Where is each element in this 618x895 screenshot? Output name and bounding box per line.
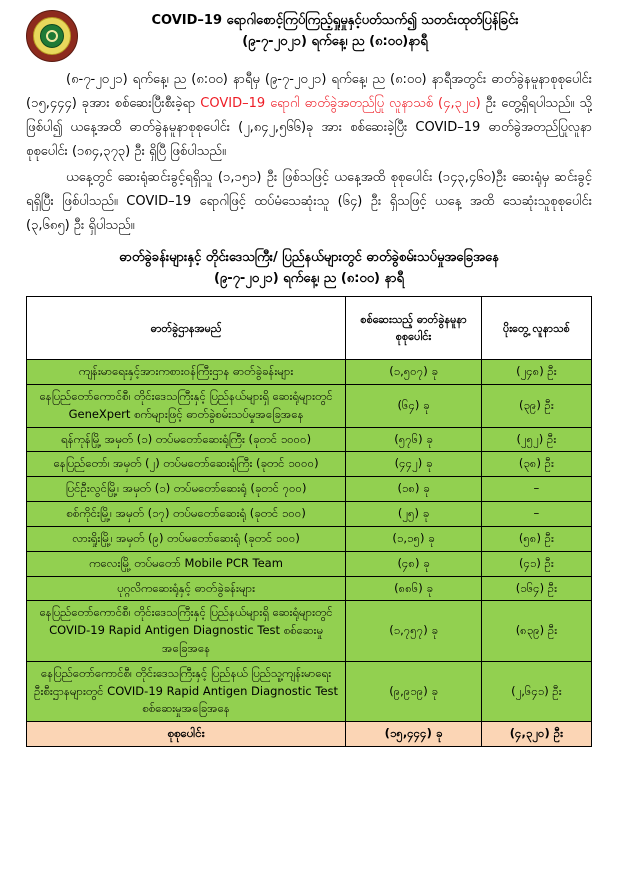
table-row bbox=[27, 502, 592, 527]
cell-lab-name: စစ်ကိုင်းမြို့၊ အမှတ် (၁၇) တပ်မတော်ဆေးရုံ (ခုတင် ၁၀၀) bbox=[27, 502, 346, 527]
section-subtitle: (၉-၇-၂၀၂၁) ရက်နေ့၊ ည (၈:၀၀) နာရီ bbox=[213, 271, 405, 287]
cell-lab-name: ကလေးမြို့ တပ်မတော် Mobile PCR Team bbox=[27, 551, 346, 576]
cell-total-tests: (၁,၇၅၇) ခု bbox=[346, 601, 482, 661]
cell-new-cases: (၁၆၄) ဦး bbox=[481, 576, 591, 601]
cell-new-cases: (၃၈) ဦး bbox=[481, 452, 591, 477]
paragraph-1 bbox=[26, 68, 592, 164]
paragraph-1-segment-3: ဦး တွေ့ရှိရပါသည်။ သို့ဖြစ်ပါ၍ ယနေ့အထိ ဓာတ်ခွဲနမူနာစုစုပေါင်း (၂,၈၄၂,၅၆၆)ခု အား စစ်ဆေးခဲ့ပြီး COVID–19 ဓာတ်ခွဲအတည်ပြုလူနာ စုစုပေါင်း (၁၈၄,၃၇၃) ဦး ရှိပြီ ဖြစ်ပါသည်။ bbox=[26, 96, 593, 160]
cell-total-tests: (၂၅) ခု bbox=[346, 502, 482, 527]
table-row bbox=[27, 477, 592, 502]
cell-lab-name: ရန်ကုန်မြို့ အမှတ် (၁) တပ်မတော်ဆေးရုံကြီး (ခုတင် ၁၀၀၀) bbox=[27, 427, 346, 452]
paragraph-container bbox=[26, 68, 592, 238]
cell-total-tests: (၅၇၆) ခု bbox=[346, 427, 482, 452]
cell-total-tests: (၈၈၆) ခု bbox=[346, 576, 482, 601]
cell-lab-name: နေပြည်တော်ကောင်စီ၊ တိုင်းဒေသကြီးနှင့် ပြည်နယ်များရှိ ဆေးရုံများတွင် GeneXpert စက်များဖြင့် ဓာတ်ခွဲစမ်းသပ်မှုအခြေအနေ bbox=[27, 385, 346, 428]
table-row bbox=[27, 551, 592, 576]
cell-lab-name: နေပြည်တော်ကောင်စီ၊ တိုင်းဒေသကြီးနှင့် ပြည်နယ်များရှိ ဆေးရုံများတွင် COVID-19 Rapid Antigen Diagnostic Test စစ်ဆေးမှုအခြေအနေ bbox=[27, 601, 346, 661]
table-row bbox=[27, 576, 592, 601]
cell-lab-name: ကျန်းမာရေးနှင့်အားကစားဝန်ကြီးဌာန ဓာတ်ခွဲခန်းများ bbox=[27, 360, 346, 385]
table-row bbox=[27, 385, 592, 428]
ministry-seal-icon bbox=[26, 10, 78, 62]
cell-lab-name: လားရှိုးမြို့၊ အမှတ် (၉) တပ်မတော်ဆေးရုံ (ခုတင် ၁၀၀) bbox=[27, 526, 346, 551]
cell-new-cases: (၃၉) ဦး bbox=[481, 385, 591, 428]
document-header bbox=[26, 8, 592, 62]
cell-new-cases: – bbox=[481, 502, 591, 527]
header-title-block bbox=[78, 8, 592, 53]
column-header-total-tests: စစ်ဆေးသည့် ဓာတ်ခွဲနမူနာ စုစုပေါင်း bbox=[346, 297, 482, 360]
table-row bbox=[27, 360, 592, 385]
cell-total-tests: (၉,၉၁၉) ခု bbox=[346, 661, 482, 721]
cell-lab-name: ပြင်ဦးလွင်မြို့၊ အမှတ် (၁) တပ်မတော်ဆေးရုံ (ခုတင် ၇၀၀) bbox=[27, 477, 346, 502]
table-row bbox=[27, 661, 592, 721]
cell-total-tests: (၁,၁၅) ခု bbox=[346, 526, 482, 551]
cell-new-cases: (၂၄၈) ဦး bbox=[481, 360, 591, 385]
column-header-lab-name: ဓာတ်ခွဲဌာနအမည် bbox=[27, 297, 346, 360]
table-body bbox=[27, 360, 592, 747]
cell-total-tests: (၁၈) ခု bbox=[346, 477, 482, 502]
table-header-row bbox=[27, 297, 592, 360]
cell-new-cases: (၈၃၉) ဦး bbox=[481, 601, 591, 661]
lab-results-table bbox=[26, 296, 592, 747]
cell-total-tests: (၄၈) ခု bbox=[346, 551, 482, 576]
cell-total-new-cases: (၄,၃၂၀) ဦး bbox=[481, 722, 591, 747]
cell-new-cases: (၂၅၂) ဦး bbox=[481, 427, 591, 452]
table-row bbox=[27, 601, 592, 661]
page-subtitle: (၉-၇-၂၀၂၁) ရက်နေ့၊ ည (၈:၀၀)နာရီ bbox=[242, 33, 428, 49]
cell-new-cases: (၄၁) ဦး bbox=[481, 551, 591, 576]
cell-total-tests: (၆၄) ခု bbox=[346, 385, 482, 428]
paragraph-2-segment-1: ယနေ့တွင် ဆေးရုံဆင်းခွင့်ရရှိသူ (၁,၁၅၁) ဦး ဖြစ်သဖြင့် ယနေ့အထိ စုစုပေါင်း (၁၄၃,၄၆၀)ဦး ဆေးရုံမှ ဆင်းခွင့်ရရှိပြီး ဖြစ်ပါသည်။ COVID–19 ရောဂါဖြင့် ထပ်မံသေဆုံးသူ (၆၄) ဦး ရှိသဖြင့် ယနေ့ အထိ သေဆုံးသူစုစုပေါင်း (၃,၆၈၅) ဦး ရှိပါသည်။ bbox=[26, 170, 593, 234]
table-row bbox=[27, 427, 592, 452]
cell-new-cases: – bbox=[481, 477, 591, 502]
page-title: COVID–19 ရောဂါစောင့်ကြပ်ကြည့်ရှုမှုနှင့်ပတ်သက်၍ သတင်းထုတ်ပြန်ခြင်း bbox=[151, 13, 519, 28]
table-total-row bbox=[27, 722, 592, 747]
paragraph-1-highlight: COVID–19 ရောဂါ ဓာတ်ခွဲအတည်ပြု လူနာသစ် (၄,၃၂၀) bbox=[200, 96, 481, 112]
table-row bbox=[27, 452, 592, 477]
cell-total-tests: (၁,၅၀၇) ခု bbox=[346, 360, 482, 385]
cell-new-cases: (၂,၆၄၁) ဦး bbox=[481, 661, 591, 721]
paragraph-2 bbox=[26, 166, 592, 238]
cell-lab-name: ပုဂ္ဂလိကဆေးရုံနှင့် ဓာတ်ခွဲခန်းများ bbox=[27, 576, 346, 601]
column-header-new-cases: ပိုးတွေ့ လူနာသစ် bbox=[481, 297, 591, 360]
cell-total-tests: (၁၅,၄၄၄) ခု bbox=[346, 722, 482, 747]
section-title: ဓာတ်ခွဲခန်းများနှင့် တိုင်းဒေသကြီး/ ပြည်နယ်များတွင် ဓာတ်ခွဲစမ်းသပ်မှုအခြေအနေ bbox=[119, 250, 499, 266]
cell-new-cases: (၅၈) ဦး bbox=[481, 526, 591, 551]
cell-total-tests: (၄၄၂) ခု bbox=[346, 452, 482, 477]
cell-lab-name: နေပြည်တော်၊ အမှတ် (၂) တပ်မတော်ဆေးရုံကြီး (ခုတင် ၁၀၀၀) bbox=[27, 452, 346, 477]
cell-lab-name: နေပြည်တော်ကောင်စီ၊ တိုင်းဒေသကြီးနှင့် ပြည်နယ် ပြည်သူ့ကျန်းမာရေးဦးစီးဌာနများတွင် COVID-19 Rapid Antigen Diagnostic Test စစ်ဆေးမှုအခြေအနေ bbox=[27, 661, 346, 721]
table-row bbox=[27, 526, 592, 551]
cell-total-label: စုစုပေါင်း bbox=[27, 722, 346, 747]
paragraph-1-segment-1: (၈-၇-၂၀၂၁) ရက်နေ့၊ ည (၈:၀၀) နာရီမှ (၉-၇-၂၀၂၁) ရက်နေ့၊ ည (၈:၀၀) နာရီအတွင်း ဓာတ်ခွဲနမူနာစုစုပေါင်း (၁၅,၄၄၄) ခုအား စစ်ဆေးပြီးစီးခဲ့ရာ bbox=[26, 72, 592, 112]
